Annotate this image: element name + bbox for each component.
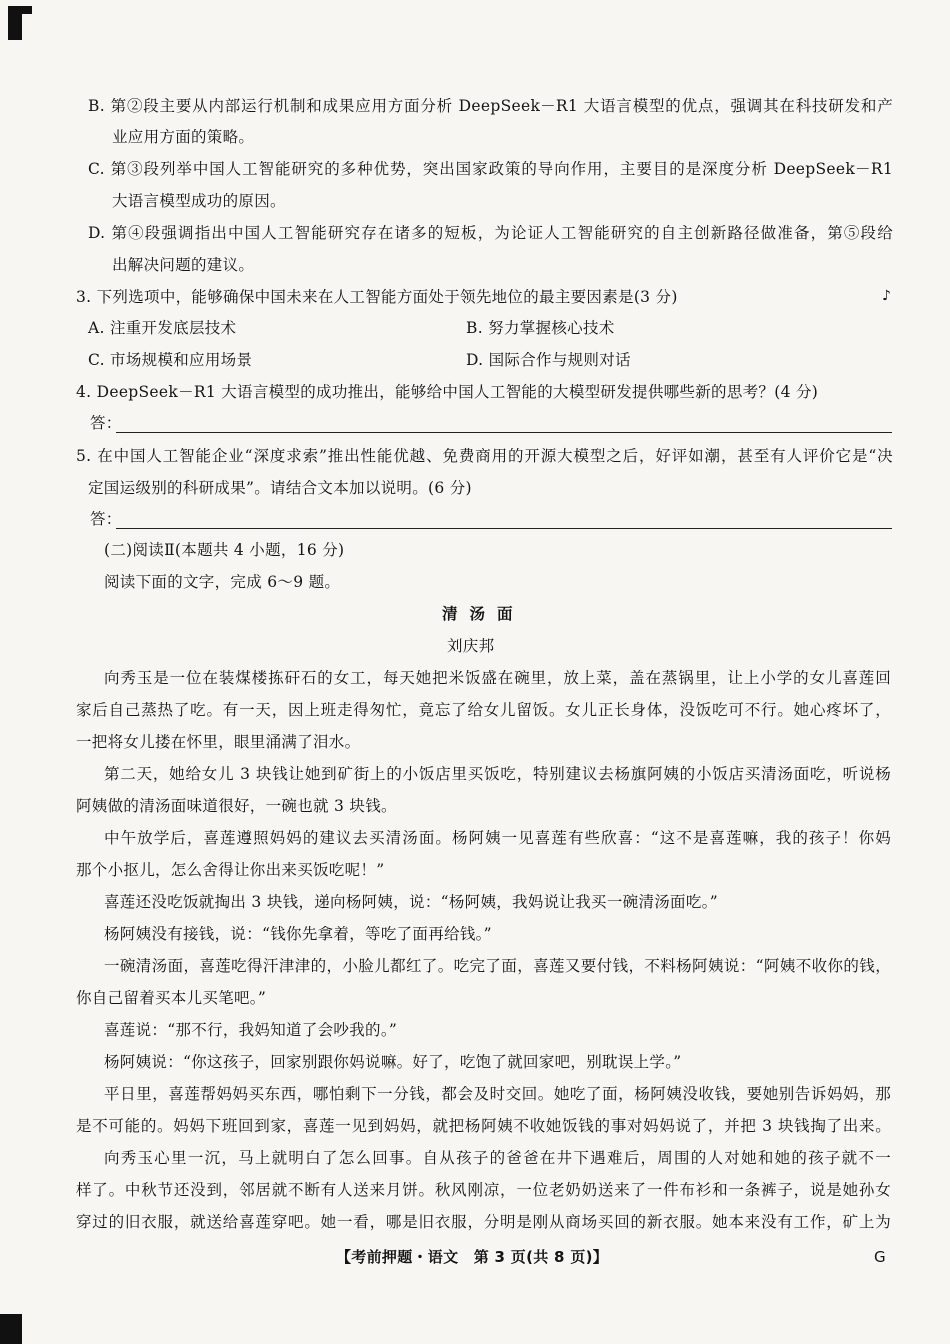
story-paragraph-line: 阿姨做的清汤面味道很好，一碗也就 3 块钱。 <box>76 797 397 815</box>
answer-line[interactable] <box>116 432 892 433</box>
question-5-stem: 定国运级别的科研成果”。请结合文本加以说明。(6 分) <box>88 479 472 497</box>
story-paragraph-line: 杨阿姨说：“你这孩子，回家别跟你妈说嘛。好了，吃饱了就回家吧，别耽误上学。” <box>104 1053 682 1071</box>
story-paragraph-line: 穿过的旧衣服，就送给喜莲穿吧。她一看，哪是旧衣服，分明是刚从商场买回的新衣服。她本来没有工作，矿上为 <box>76 1213 891 1231</box>
option-b-line: 业应用方面的策略。 <box>112 128 255 146</box>
section-heading: (二)阅读Ⅱ(本题共 4 小题，16 分) <box>104 541 345 559</box>
paper-code: G <box>874 1248 886 1266</box>
page-footer: 【考前押题・语文 第 3 页(共 8 页)】 <box>336 1248 609 1266</box>
story-title: 清汤面 <box>442 604 525 623</box>
story-paragraph-line: 杨阿姨没有接钱，说：“钱你先拿着，等吃了面再给钱。” <box>104 925 492 943</box>
section-instruction: 阅读下面的文字，完成 6～9 题。 <box>104 573 341 591</box>
story-author: 刘庆邦 <box>447 637 495 655</box>
story-paragraph-line: 一把将女儿搂在怀里，眼里涌满了泪水。 <box>76 733 361 751</box>
q3-option-d: D. 国际合作与规则对话 <box>466 351 631 369</box>
story-paragraph-line: 样了。中秋节还没到，邻居就不断有人送来月饼。秋风刚凉，一位老奶奶送来了一件布衫和一条裤子，说是她孙女 <box>76 1181 891 1199</box>
story-paragraph-line: 第二天，她给女儿 3 块钱让她到矿街上的小饭店里买饭吃，特别建议去杨旗阿姨的小饭店买清汤面吃，听说杨 <box>104 765 891 783</box>
q3-option-c: C. 市场规模和应用场景 <box>88 351 253 369</box>
question-4-stem: 4. DeepSeek－R1 大语言模型的成功推出，能够给中国人工智能的大模型研发提供哪些新的思考？(4 分) <box>76 383 819 401</box>
q3-option-b: B. 努力掌握核心技术 <box>466 319 615 337</box>
option-d-line: D. 第④段强调指出中国人工智能研究存在诸多的短板，为论证人工智能研究的自主创新路径做准备，第⑤段给 <box>88 224 893 242</box>
answer-label: 答： <box>90 510 122 528</box>
story-paragraph-line: 平日里，喜莲帮妈妈买东西，哪怕剩下一分钱，都会及时交回。她吃了面，杨阿姨没收钱，要她别告诉妈妈，那 <box>104 1085 891 1103</box>
story-paragraph-line: 喜莲还没吃饭就掏出 3 块钱，递向杨阿姨，说：“杨阿姨，我妈说让我买一碗清汤面吃。” <box>104 893 718 911</box>
q3-option-a: A. 注重开发底层技术 <box>88 319 237 337</box>
story-paragraph-line: 你自己留着买本儿买笔吧。” <box>76 989 267 1007</box>
option-c-line: 大语言模型成功的原因。 <box>112 192 286 210</box>
story-paragraph-line: 中午放学后，喜莲遵照妈妈的建议去买清汤面。杨阿姨一见喜莲有些欣喜：“这不是喜莲嘛，我的孩子！你妈 <box>104 829 891 847</box>
story-paragraph-line: 那个小抠儿，怎么舍得让你出来买饭吃呢！” <box>76 861 385 879</box>
story-paragraph-line: 向秀玉心里一沉，马上就明白了怎么回事。自从孩子的爸爸在井下遇难后，周围的人对她和她的孩子就不一 <box>104 1149 891 1167</box>
answer-line[interactable] <box>116 528 892 529</box>
story-paragraph-line: 一碗清汤面，喜莲吃得汗津津的，小脸儿都红了。吃完了面，喜莲又要付钱，不料杨阿姨说：“阿姨不收你的钱， <box>104 957 891 975</box>
question-5-stem: 5. 在中国人工智能企业“深度求索”推出性能优越、免费商用的开源大模型之后，好评如潮，甚至有人评价它是“决 <box>76 447 893 465</box>
pen-mark: ♪ <box>882 288 891 304</box>
story-paragraph-line: 是不可能的。妈妈下班回到家，喜莲一见到妈妈，就把杨阿姨不收她饭钱的事对妈妈说了，并把 3 块钱掏了出来。 <box>76 1117 891 1135</box>
story-paragraph-line: 向秀玉是一位在装煤楼拣矸石的女工，每天她把米饭盛在碗里，放上菜，盖在蒸锅里，让上小学的女儿喜莲回 <box>104 669 891 687</box>
option-c-line: C. 第③段列举中国人工智能研究的多种优势，突出国家政策的导向作用，主要目的是深度分析 DeepSeek－R1 <box>88 160 893 178</box>
answer-label: 答： <box>90 414 122 432</box>
story-paragraph-line: 喜莲说：“那不行，我妈知道了会吵我的。” <box>104 1021 398 1039</box>
option-b-line: B. 第②段主要从内部运行机制和成果应用方面分析 DeepSeek－R1 大语言模型的优点，强调其在科技研发和产 <box>88 97 893 115</box>
option-d-line: 出解决问题的建议。 <box>112 256 255 274</box>
story-paragraph-line: 家后自己蒸热了吃。有一天，因上班走得匆忙，竟忘了给女儿留饭。女儿正长身体，没饭吃可不行。她心疼坏了， <box>76 701 891 719</box>
question-3-stem: 3. 下列选项中，能够确保中国未来在人工智能方面处于领先地位的最主要因素是(3 分) <box>76 288 678 306</box>
